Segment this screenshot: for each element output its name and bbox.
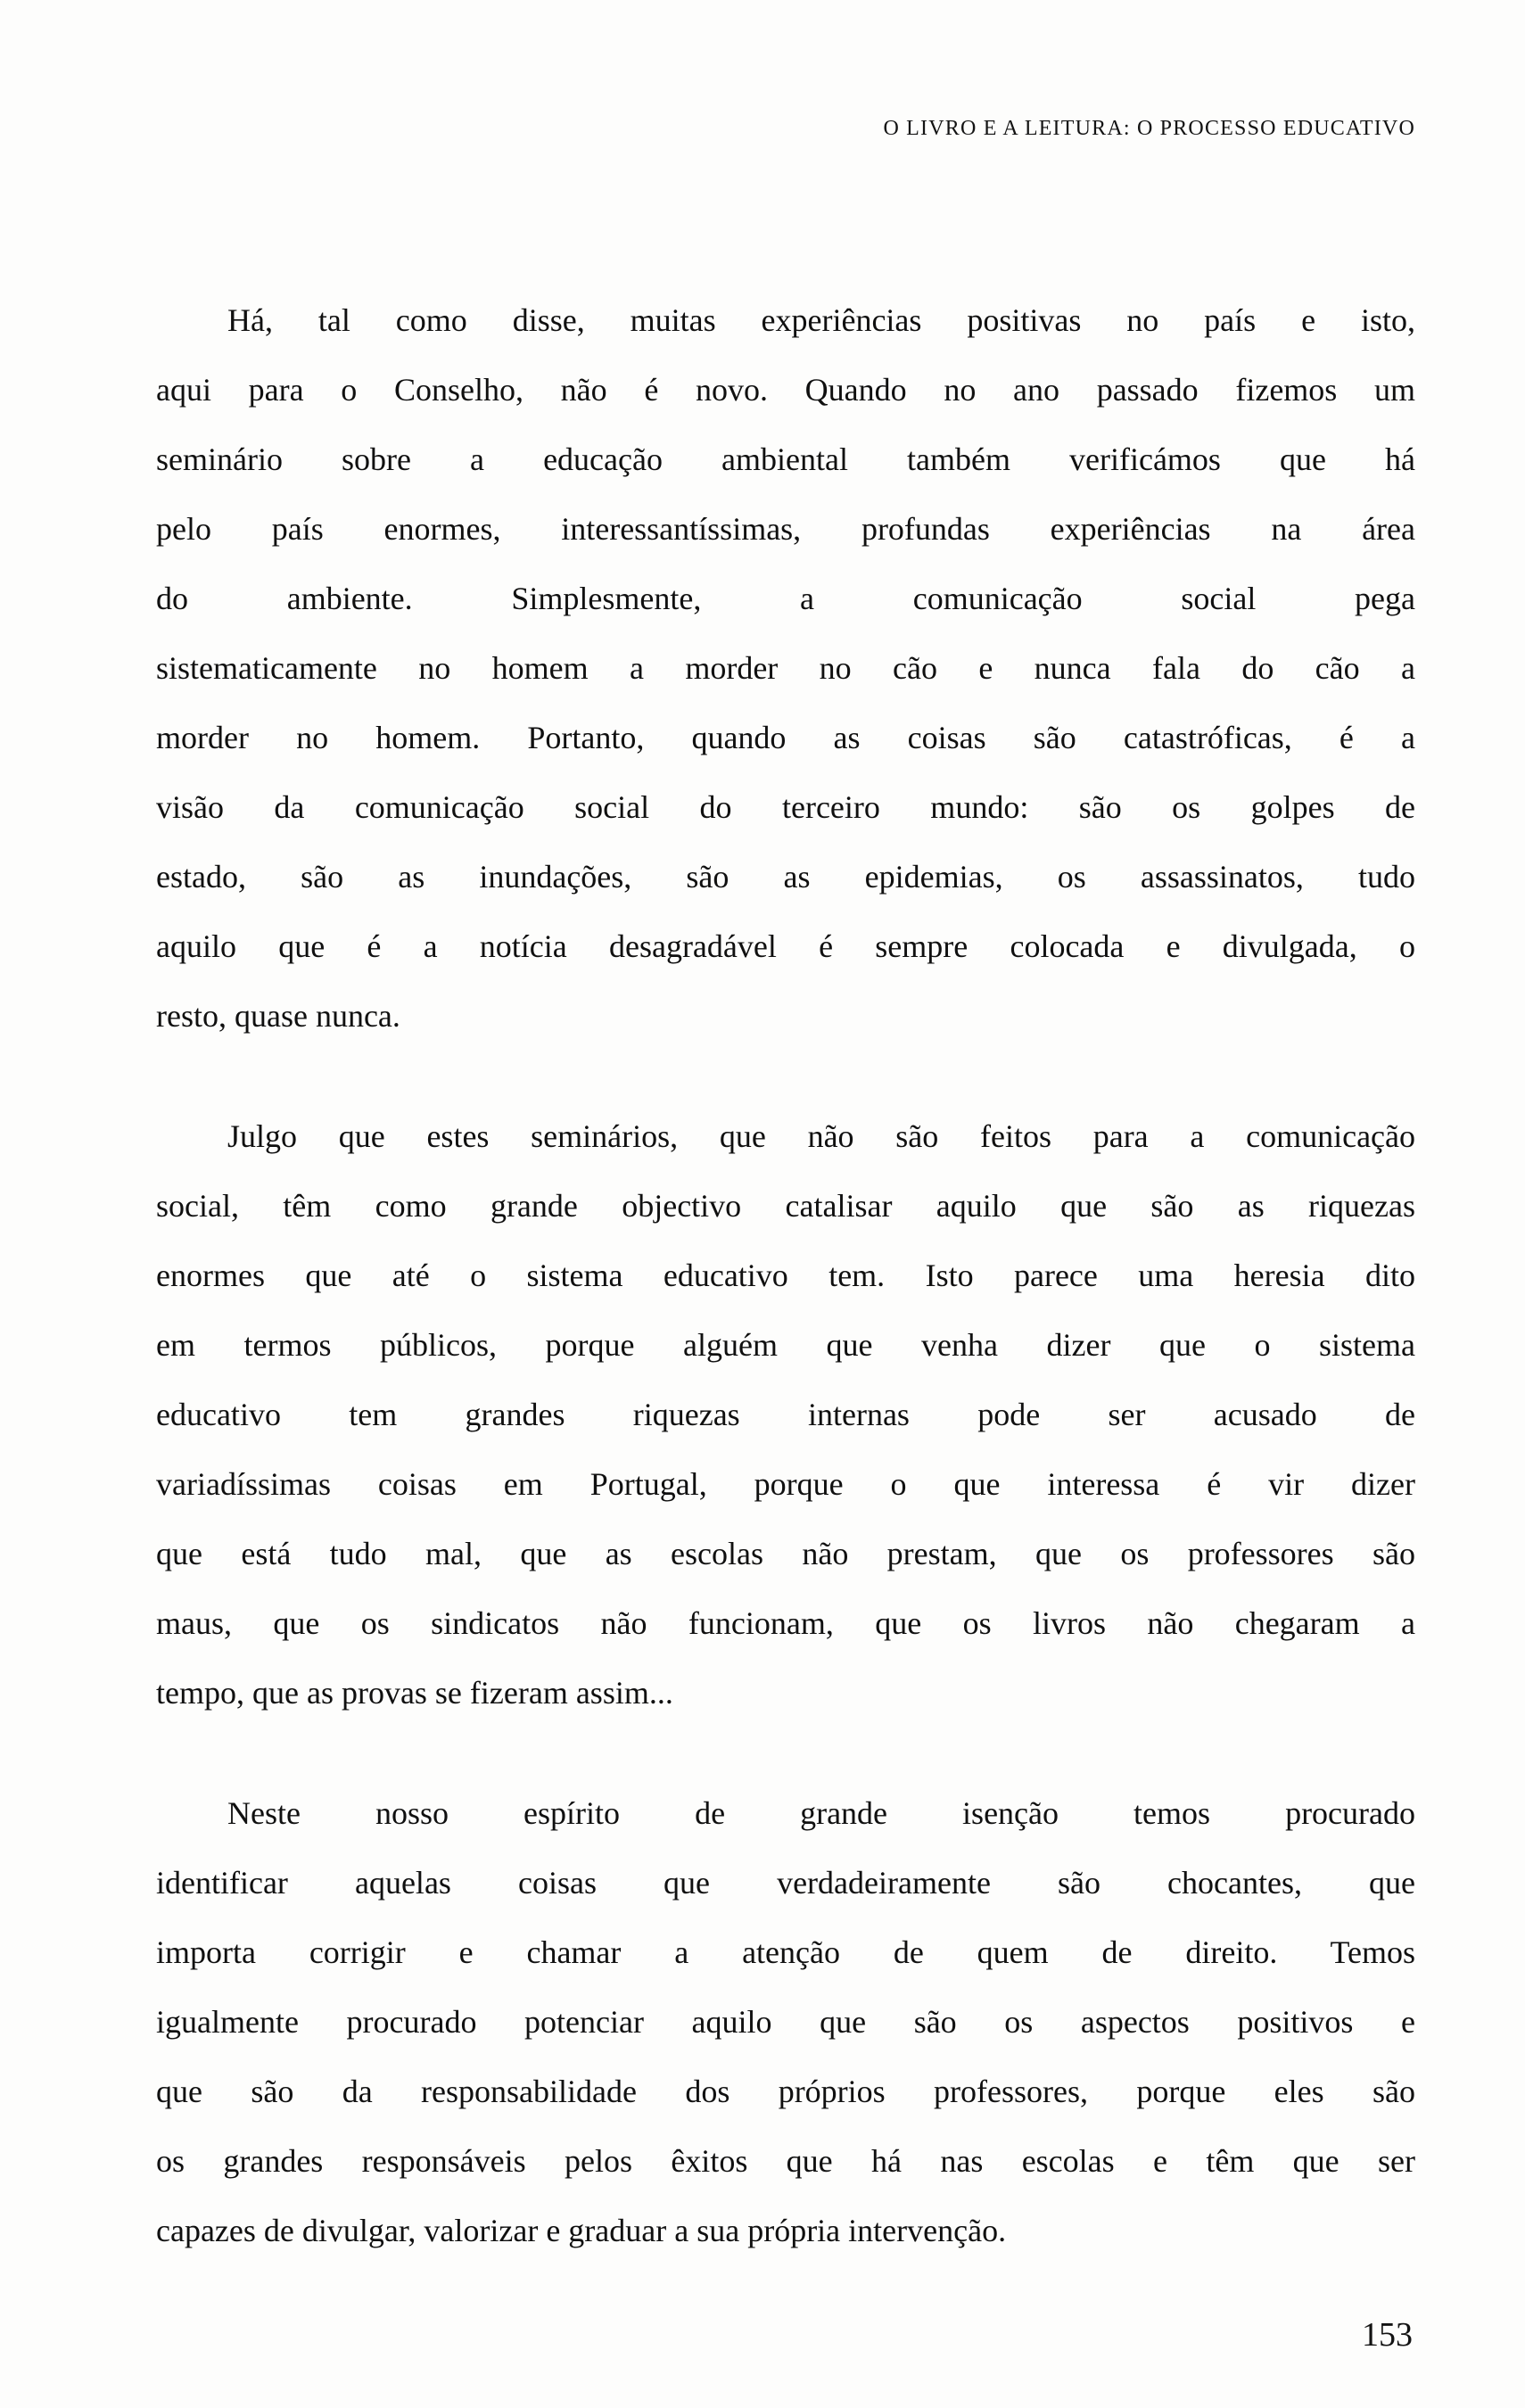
text-line: morder no homem. Portanto, quando as coisas são catastróficas, é a [156,720,1415,755]
text-line: resto, quase nunca. [156,998,400,1034]
text-line: os grandes responsáveis pelos êxitos que há nas escolas e têm que ser [156,2143,1415,2179]
text-line: pelo país enormes, interessantíssimas, profundas experiências na área [156,511,1415,547]
text-line: capazes de divulgar, valorizar e graduar a sua própria intervenção. [156,2213,1007,2248]
running-header: O LIVRO E A LEITURA: O PROCESSO EDUCATIVO [883,117,1415,140]
text-block [156,285,1415,2265]
text-line: que está tudo mal, que as escolas não prestam, que os professores são [156,1536,1415,1571]
text-line: seminário sobre a educação ambiental também verificámos que há [156,441,1415,477]
text-line: Neste nosso espírito de grande isenção temos procurado [227,1795,1415,1831]
text-line: em termos públicos, porque alguém que venha dizer que o sistema [156,1327,1415,1363]
paragraph [156,1101,1415,1728]
text-line: Julgo que estes seminários, que não são feitos para a comunicação [227,1118,1415,1154]
text-line: aquilo que é a notícia desagradável é sempre colocada e divulgada, o [156,928,1415,964]
text-line: maus, que os sindicatos não funcionam, que os livros não chegaram a [156,1605,1415,1641]
text-line: enormes que até o sistema educativo tem. Isto parece uma heresia dito [156,1258,1415,1293]
paragraph [156,1778,1415,2265]
text-line: que são da responsabilidade dos próprios professores, porque eles são [156,2074,1415,2109]
text-line: identificar aquelas coisas que verdadeiramente são chocantes, que [156,1865,1415,1901]
text-line: tempo, que as provas se fizeram assim... [156,1675,673,1711]
text-line: estado, são as inundações, são as epidemias, os assassinatos, tudo [156,859,1415,895]
text-line: importa corrigir e chamar a atenção de quem de direito. Temos [156,1934,1415,1970]
page-number: 153 [1362,2316,1413,2354]
text-line: visão da comunicação social do terceiro mundo: são os golpes de [156,789,1415,825]
text-line: educativo tem grandes riquezas internas pode ser acusado de [156,1397,1415,1432]
text-line: variadíssimas coisas em Portugal, porque o que interessa é vir dizer [156,1466,1415,1502]
text-line: social, têm como grande objectivo catalisar aquilo que são as riquezas [156,1188,1415,1224]
paragraph [156,285,1415,1051]
text-line: Há, tal como disse, muitas experiências positivas no país e isto, [227,302,1415,338]
text-line: sistematicamente no homem a morder no cão e nunca fala do cão a [156,650,1415,686]
text-line: do ambiente. Simplesmente, a comunicação social pega [156,581,1415,616]
text-line: aqui para o Conselho, não é novo. Quando no ano passado fizemos um [156,372,1415,408]
text-line: igualmente procurado potenciar aquilo que são os aspectos positivos e [156,2004,1415,2040]
